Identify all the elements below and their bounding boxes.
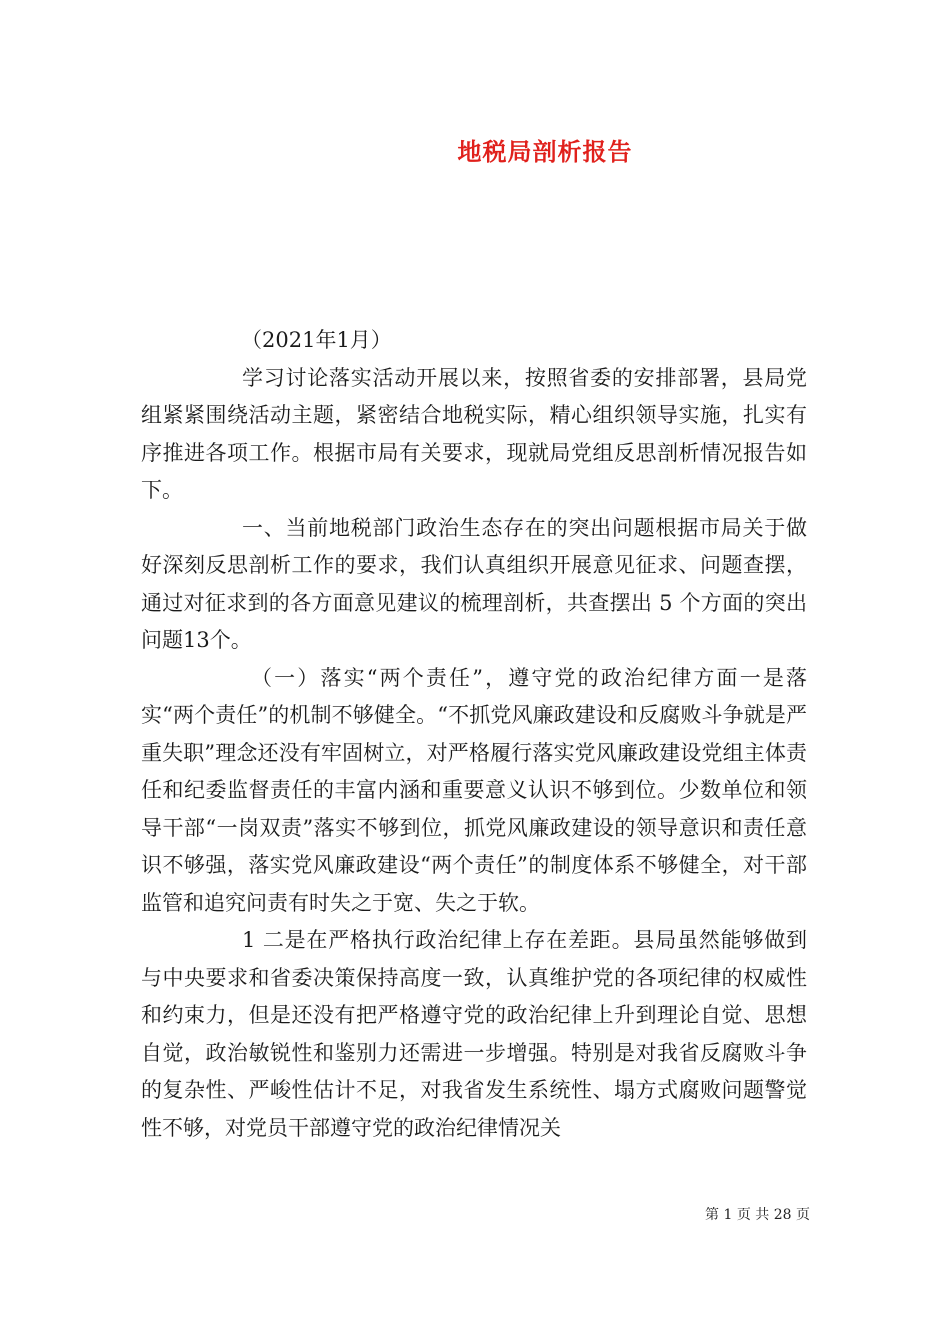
document-body bbox=[141, 322, 807, 1147]
paragraph-intro: 学习讨论落实活动开展以来，按照省委的安排部署，县局党组紧紧围绕活动主题，紧密结合地税实际，精心组织领导实施，扎实有序推进各项工作。根据市局有关要求，现就局党组反思剖析情况报告如下。 bbox=[141, 365, 807, 502]
paragraph-subsection-one: （一）落实“两个责任”，遵守党的政治纪律方面一是落实“两个责任”的机制不够健全。“不抓党风廉政建设和反腐败斗争就是严重失职”理念还没有牢固树立，对严格履行落实党风廉政建设党组主体责任和纪委监督责任的丰富内涵和重要意义认识不够到位。少数单位和领导干部“一岗双责”落实不够到位，抓党风廉政建设的领导意识和责任意识不够强，落实党风廉政建设“两个责任”的制度体系不够健全，对干部监管和追究问责有时失之于宽、失之于软。 bbox=[141, 665, 807, 915]
paragraph-point-two: 1 二是在严格执行政治纪律上存在差距。县局虽然能够做到与中央要求和省委决策保持高度一致，认真维护党的各项纪律的权威性和约束力，但是还没有把严格遵守党的政治纪律上升到理论自觉、思想自觉，政治敏锐性和鉴别力还需进一步增强。特别是对我省反腐败斗争的复杂性、严峻性估计不足，对我省发生系统性、塌方式腐败问题警觉性不够，对党员干部遵守党的政治纪律情况关 bbox=[141, 928, 807, 1140]
document-date: （2021年1月） bbox=[241, 328, 392, 352]
paragraph-section-one: 一、当前地税部门政治生态存在的突出问题根据市局关于做好深刻反思剖析工作的要求，我们认真组织开展意见征求、问题查摆，通过对征求到的各方面意见建议的梳理剖析，共查摆出 5 个方面的突出问题13个。 bbox=[141, 515, 807, 652]
document-title: 地税局剖析报告 bbox=[457, 137, 633, 166]
page-number-footer: 第 1 页 共 28 页 bbox=[705, 1207, 810, 1223]
